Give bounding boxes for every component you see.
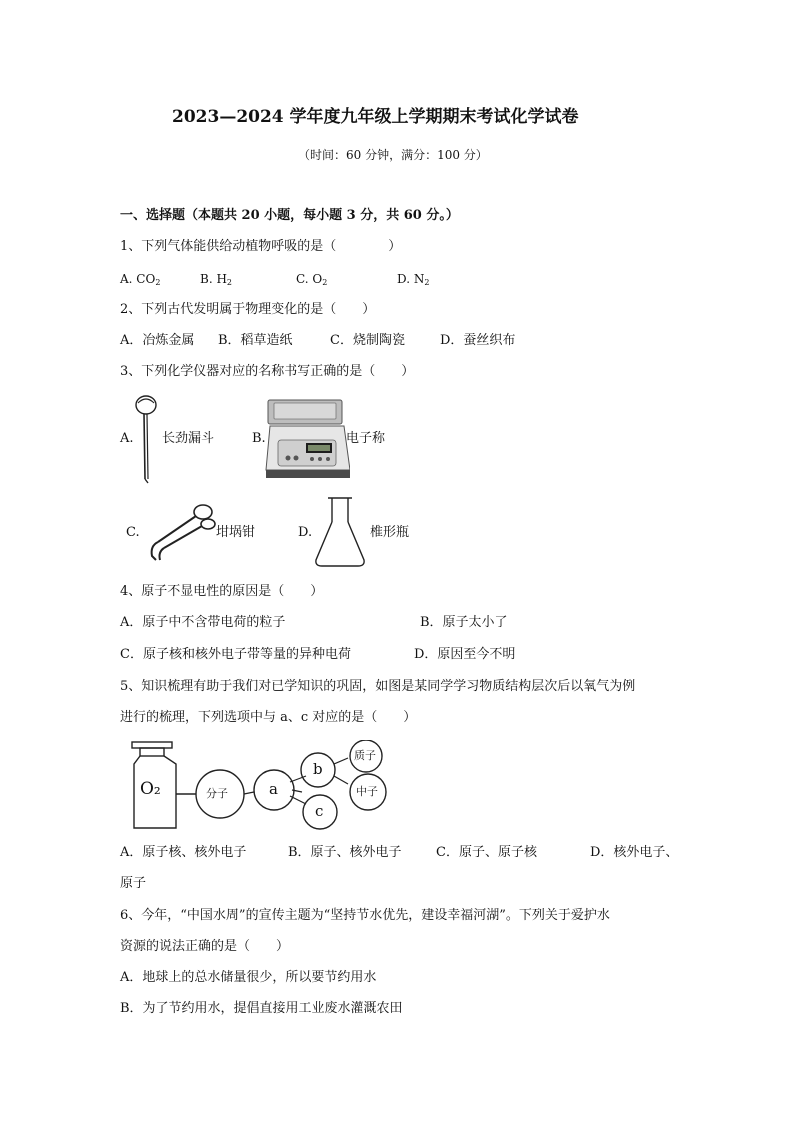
q1-option-c: [296, 270, 327, 292]
q3-option-d-name: 椎形瓶: [370, 525, 410, 540]
question-6-stem-line2: 资源的说法正确的是（ ）: [120, 939, 290, 954]
q6-option-a: A．地球上的总水储量很少，所以要节约用水: [120, 970, 377, 985]
q5-option-d: D．核外电子、: [590, 845, 679, 860]
q1-option-b: [200, 270, 232, 292]
q2-option-c: C．烧制陶瓷: [330, 333, 405, 348]
exam-info: （时间：60 分钟，满分：100 分）: [298, 148, 488, 162]
q3-option-a-name: 长劲漏斗: [162, 431, 215, 446]
q3-option-c-letter: C.: [126, 525, 140, 540]
q4-option-a: A．原子中不含带电荷的粒子: [120, 615, 286, 630]
crucible-tongs-icon: [140, 498, 218, 562]
question-5-stem-line2: 进行的梳理，下列选项中与 a、c 对应的是（ ）: [120, 710, 417, 725]
q1-option-b-sub: 2: [226, 278, 233, 287]
proton-label: 质子: [354, 749, 376, 762]
molecule-label: 分子: [206, 787, 228, 800]
q2-option-a: A．冶炼金属: [120, 333, 195, 348]
q1-option-a: [120, 270, 160, 292]
q1-option-b-text: B. H: [200, 272, 227, 286]
q4-option-d: D．原因至今不明: [414, 647, 516, 662]
label-c: c: [315, 802, 324, 820]
q3-option-b-name: 电子称: [346, 431, 386, 446]
q4-option-b: B．原子太小了: [420, 615, 508, 630]
q1-option-c-text: C. O: [296, 272, 323, 286]
conical-flask-icon: [312, 494, 368, 570]
label-b: b: [313, 760, 323, 778]
q6-option-b: B．为了节约用水，提倡直接用工业废水灌溉农田: [120, 1001, 403, 1016]
bottle-label: O₂: [140, 779, 161, 799]
page-title: 2023—2024 学年度九年级上学期期末考试化学试卷: [172, 107, 579, 127]
q3-option-c-name: 坩埚钳: [216, 525, 256, 540]
question-2-stem: 2、下列古代发明属于物理变化的是（ ）: [120, 302, 376, 317]
question-5-stem-line1: 5、知识梳理有助于我们对已学知识的巩固，如图是某同学学习物质结构层次后以氧气为例: [120, 679, 636, 694]
electronic-balance-icon: [264, 396, 350, 482]
structure-diagram: [126, 740, 416, 832]
q1-option-d-sub: 2: [424, 278, 430, 287]
question-6-stem-line1: 6、今年，“中国水周”的宣传主题为“坚持节水优先，建设幸福河湖”。下列关于爱护水: [120, 908, 610, 923]
q5-option-b: B．原子、核外电子: [288, 845, 402, 860]
long-neck-funnel-icon: [128, 393, 164, 485]
section-heading: 一、选择题（本题共 20 小题，每小题 3 分，共 60 分。）: [120, 208, 459, 223]
label-a: a: [269, 780, 278, 798]
q2-option-b: B．稻草造纸: [218, 333, 293, 348]
question-4-stem: 4、原子不显电性的原因是（ ）: [120, 584, 324, 599]
q1-option-d-text: D. N: [397, 272, 425, 286]
q1-option-a-text: A. CO: [120, 272, 156, 286]
neutron-label: 中子: [356, 785, 378, 798]
q3-option-b-letter: B.: [252, 431, 266, 446]
q1-option-a-sub: 2: [155, 278, 161, 287]
q1-option-c-sub: 2: [322, 278, 328, 287]
q4-option-c: C．原子核和核外电子带等量的异种电荷: [120, 647, 351, 662]
q5-option-c: C．原子、原子核: [436, 845, 537, 860]
question-3-stem: 3、下列化学仪器对应的名称书写正确的是（ ）: [120, 364, 415, 379]
q3-option-a-letter: A.: [120, 431, 134, 446]
question-1-stem: 1、下列气体能供给动植物呼吸的是（ ）: [120, 239, 402, 254]
q1-option-d: [397, 270, 429, 292]
q5-option-a: A．原子核、核外电子: [120, 845, 247, 860]
q3-option-d-letter: D.: [298, 525, 313, 540]
q2-option-d: D．蚕丝织布: [440, 333, 516, 348]
q5-option-d-cont: 原子: [120, 876, 147, 891]
